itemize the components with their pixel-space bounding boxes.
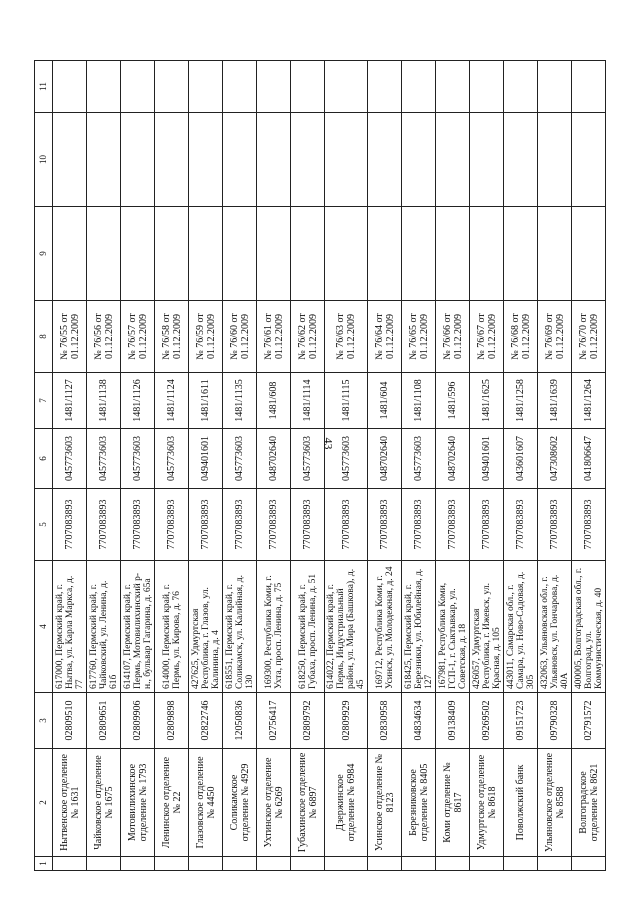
- empty-cell-col-9: [121, 207, 155, 301]
- row-number-cell: [436, 857, 470, 871]
- okpo-code: 02830958: [368, 693, 402, 749]
- empty-cell-col-10: [402, 113, 436, 207]
- registration-number: 1481/1127: [53, 373, 87, 429]
- document-reference: № 76/67 от 01.12.2009: [470, 301, 504, 373]
- bik-value: 048702640: [436, 429, 470, 489]
- document-reference: № 76/56 от 01.12.2009: [87, 301, 121, 373]
- column-number-4: 4: [35, 561, 53, 693]
- page-number: 43: [321, 437, 336, 450]
- branch-name: Ухтинское отделение № 6269: [257, 749, 291, 857]
- empty-cell-col-11: [538, 61, 572, 113]
- column-number-row: [35, 61, 53, 871]
- empty-cell-col-9: [436, 207, 470, 301]
- empty-cell-col-11: [470, 61, 504, 113]
- bik-value: 048702640: [368, 429, 402, 489]
- document-reference: № 76/70 от 01.12.2009: [572, 301, 606, 373]
- bik-value: 048702640: [257, 429, 291, 489]
- empty-cell-col-9: [53, 207, 87, 301]
- document-reference: № 76/58 от 01.12.2009: [155, 301, 189, 373]
- empty-cell-col-11: [504, 61, 538, 113]
- document-reference: № 76/63 от 01.12.2009: [325, 301, 368, 373]
- empty-cell-col-11: [436, 61, 470, 113]
- empty-cell-col-10: [504, 113, 538, 207]
- registration-number: 1481/596: [436, 373, 470, 429]
- empty-cell-col-11: [572, 61, 606, 113]
- bik-value: 049401601: [189, 429, 223, 489]
- inn-value: 7707083893: [572, 489, 606, 561]
- row-number-cell: [325, 857, 368, 871]
- okpo-code: 02809898: [155, 693, 189, 749]
- registration-number: 1481/1124: [155, 373, 189, 429]
- column-number-9: 9: [35, 207, 53, 301]
- bik-value: 045773603: [155, 429, 189, 489]
- table-row: [402, 61, 436, 871]
- empty-cell-col-9: [155, 207, 189, 301]
- empty-cell-col-11: [257, 61, 291, 113]
- empty-cell-col-10: [368, 113, 402, 207]
- branch-name: Мотовилихинское отделение № 1793: [121, 749, 155, 857]
- branch-name: Коми отделение № 8617: [436, 749, 470, 857]
- okpo-code: 09138409: [436, 693, 470, 749]
- column-number-6: 6: [35, 429, 53, 489]
- empty-cell-col-10: [87, 113, 121, 207]
- empty-cell-col-9: [572, 207, 606, 301]
- branch-address: 617000, Пермский край, г. Нытва, ул. Карла Маркса, д. 77: [53, 561, 87, 693]
- bik-value: 047308602: [538, 429, 572, 489]
- inn-value: 7707083893: [470, 489, 504, 561]
- branch-address: 426057, Удмуртская Республика, г. Ижевск, ул. Красная, д. 105: [470, 561, 504, 693]
- registration-number: 1481/1639: [538, 373, 572, 429]
- row-number-cell: [402, 857, 436, 871]
- empty-cell-col-11: [87, 61, 121, 113]
- okpo-code: 02809510: [53, 693, 87, 749]
- empty-cell-col-11: [402, 61, 436, 113]
- bik-value: 049401601: [470, 429, 504, 489]
- branch-address: 167981, Республика Коми, ГСП-1, г. Сыктывкар, ул. Советская, д. 18: [436, 561, 470, 693]
- inn-value: 7707083893: [257, 489, 291, 561]
- bik-value: 045773603: [291, 429, 325, 489]
- registration-number: 1481/1108: [402, 373, 436, 429]
- column-number-7: 7: [35, 373, 53, 429]
- okpo-code: 02756417: [257, 693, 291, 749]
- branch-name: Березниковское отделение № 8405: [402, 749, 436, 857]
- branch-address: 614022, Пермский край, г. Пермь, Индустриальный район, ул. Мира (Башкова), д. 45: [325, 561, 368, 693]
- inn-value: 7707083893: [121, 489, 155, 561]
- bik-value: 045773603: [223, 429, 257, 489]
- okpo-code: 02791572: [572, 693, 606, 749]
- table-row: [572, 61, 606, 871]
- empty-cell-col-11: [121, 61, 155, 113]
- branch-address: 618425, Пермский край, г. Березники, ул. Юбилейная, д. 127: [402, 561, 436, 693]
- branch-name: Соликамское отделение № 4929: [223, 749, 257, 857]
- empty-cell-col-9: [223, 207, 257, 301]
- empty-cell-col-10: [53, 113, 87, 207]
- bik-value: 045773603: [325, 429, 368, 489]
- empty-cell-col-10: [436, 113, 470, 207]
- inn-value: 7707083893: [53, 489, 87, 561]
- row-number-cell: [572, 857, 606, 871]
- inn-value: 7707083893: [402, 489, 436, 561]
- empty-cell-col-11: [53, 61, 87, 113]
- empty-cell-col-11: [325, 61, 368, 113]
- registration-number: 1481/1258: [504, 373, 538, 429]
- empty-cell-col-9: [189, 207, 223, 301]
- branch-address: 427625, Удмуртская Республика, г. Глазов, ул. Калинина, д. 4: [189, 561, 223, 693]
- inn-value: 7707083893: [223, 489, 257, 561]
- okpo-code: 09790328: [538, 693, 572, 749]
- empty-cell-col-10: [223, 113, 257, 207]
- empty-cell-col-10: [572, 113, 606, 207]
- row-number-cell: [291, 857, 325, 871]
- row-number-cell: [504, 857, 538, 871]
- registration-number: 1481/1135: [223, 373, 257, 429]
- document-reference: № 76/68 от 01.12.2009: [504, 301, 538, 373]
- bik-value: 045773603: [53, 429, 87, 489]
- okpo-code: 02809929: [325, 693, 368, 749]
- inn-value: 7707083893: [189, 489, 223, 561]
- registry-table: [34, 60, 606, 871]
- empty-cell-col-10: [257, 113, 291, 207]
- empty-cell-col-10: [470, 113, 504, 207]
- table-row: [470, 61, 504, 871]
- branch-address: 443011, Самарская обл., г. Самара, ул. Ново-Садовая, д. 305: [504, 561, 538, 693]
- empty-cell-col-10: [121, 113, 155, 207]
- inn-value: 7707083893: [155, 489, 189, 561]
- row-number-cell: [368, 857, 402, 871]
- document-reference: № 76/65 от 01.12.2009: [402, 301, 436, 373]
- document-reference: № 76/60 от 01.12.2009: [223, 301, 257, 373]
- row-number-cell: [538, 857, 572, 871]
- column-number-11: 11: [35, 61, 53, 113]
- row-number-cell: [257, 857, 291, 871]
- branch-name: Нытвенское отделение № 1631: [53, 749, 87, 857]
- okpo-code: 02809906: [121, 693, 155, 749]
- table-row: [368, 61, 402, 871]
- empty-cell-col-9: [325, 207, 368, 301]
- table-row: [257, 61, 291, 871]
- empty-cell-col-9: [291, 207, 325, 301]
- document-reference: № 76/66 от 01.12.2009: [436, 301, 470, 373]
- branch-address: 618551, Пермский край, г. Соликамск, ул. Калийная, д. 130: [223, 561, 257, 693]
- okpo-code: 02809651: [87, 693, 121, 749]
- empty-cell-col-10: [189, 113, 223, 207]
- empty-cell-col-9: [368, 207, 402, 301]
- registration-number: 1481/1114: [291, 373, 325, 429]
- okpo-code: 09269502: [470, 693, 504, 749]
- empty-cell-col-11: [189, 61, 223, 113]
- branch-address: 614107, Пермский край, г. Пермь, Мотовилихинский р-н., бульвар Гагарина, д. 65а: [121, 561, 155, 693]
- branch-address: 169712, Республика Коми, г. Усинск, ул. Молодежная, д. 24: [368, 561, 402, 693]
- column-number-1: 1: [35, 857, 53, 871]
- okpo-code: 12050836: [223, 693, 257, 749]
- okpo-code: 04834634: [402, 693, 436, 749]
- branch-name: Ульяновское отделение № 8588: [538, 749, 572, 857]
- registration-number: 1481/1264: [572, 373, 606, 429]
- empty-cell-col-10: [538, 113, 572, 207]
- column-number-2: 2: [35, 749, 53, 857]
- branch-address: 169300, Республика Коми, г. Ухта, просп. Ленина, д. 75: [257, 561, 291, 693]
- empty-cell-col-10: [155, 113, 189, 207]
- inn-value: 7707083893: [368, 489, 402, 561]
- table-row: [121, 61, 155, 871]
- inn-value: 7707083893: [436, 489, 470, 561]
- inn-value: 7707083893: [325, 489, 368, 561]
- branch-address: 617760, Пермский край, г. Чайковский, ул. Ленина, д. 61б: [87, 561, 121, 693]
- empty-cell-col-10: [291, 113, 325, 207]
- table-row: [189, 61, 223, 871]
- table-row: [436, 61, 470, 871]
- table-row: [504, 61, 538, 871]
- empty-cell-col-9: [257, 207, 291, 301]
- registration-number: 1481/1625: [470, 373, 504, 429]
- empty-cell-col-9: [402, 207, 436, 301]
- registry-table-wrapper: [34, 61, 602, 871]
- empty-cell-col-9: [87, 207, 121, 301]
- bik-value: 045773603: [402, 429, 436, 489]
- registration-number: 1481/1611: [189, 373, 223, 429]
- document-reference: № 76/57 от 01.12.2009: [121, 301, 155, 373]
- empty-cell-col-11: [368, 61, 402, 113]
- table-row: [155, 61, 189, 871]
- okpo-code: 09151723: [504, 693, 538, 749]
- empty-cell-col-11: [155, 61, 189, 113]
- column-number-3: 3: [35, 693, 53, 749]
- branch-name: Губахинское отделение № 6897: [291, 749, 325, 857]
- branch-address: 400005, Волгоградская обл., г. Волгоград, ул. Коммунистическая, д. 40: [572, 561, 606, 693]
- row-number-cell: [223, 857, 257, 871]
- table-row: [223, 61, 257, 871]
- inn-value: 7707083893: [538, 489, 572, 561]
- table-row: [53, 61, 87, 871]
- okpo-code: 02822746: [189, 693, 223, 749]
- branch-name: Волгоградское отделение № 8621: [572, 749, 606, 857]
- column-number-8: 8: [35, 301, 53, 373]
- document-reference: № 76/64 от 01.12.2009: [368, 301, 402, 373]
- document-reference: № 76/55 от 01.12.2009: [53, 301, 87, 373]
- registration-number: 1481/608: [257, 373, 291, 429]
- branch-name: Глазовское отделение № 4450: [189, 749, 223, 857]
- registration-number: 1481/1138: [87, 373, 121, 429]
- branch-name: Удмуртское отделение № 8618: [470, 749, 504, 857]
- table-row: [87, 61, 121, 871]
- inn-value: 7707083893: [504, 489, 538, 561]
- document-reference: № 76/69 от 01.12.2009: [538, 301, 572, 373]
- document-reference: № 76/62 от 01.12.2009: [291, 301, 325, 373]
- row-number-cell: [121, 857, 155, 871]
- table-row: [291, 61, 325, 871]
- table-row: [325, 61, 368, 871]
- registration-number: 1481/1115: [325, 373, 368, 429]
- column-number-5: 5: [35, 489, 53, 561]
- row-number-cell: [155, 857, 189, 871]
- branch-address: 614000, Пермский край, г. Пермь, ул. Кирова, д. 76: [155, 561, 189, 693]
- table-row: [538, 61, 572, 871]
- empty-cell-col-11: [223, 61, 257, 113]
- registration-number: 1481/604: [368, 373, 402, 429]
- bik-value: 043601607: [504, 429, 538, 489]
- branch-name: Ленинское отделение № 22: [155, 749, 189, 857]
- empty-cell-col-9: [470, 207, 504, 301]
- branch-address: 618250, Пермский край, г. Губаха, просп. Ленина, д. 51: [291, 561, 325, 693]
- document-reference: № 76/59 от 01.12.2009: [189, 301, 223, 373]
- document-reference: № 76/61 от 01.12.2009: [257, 301, 291, 373]
- registration-number: 1481/1126: [121, 373, 155, 429]
- row-number-cell: [87, 857, 121, 871]
- empty-cell-col-9: [538, 207, 572, 301]
- bik-value: 045773603: [121, 429, 155, 489]
- bik-value: 045773603: [87, 429, 121, 489]
- branch-name: Чайковское отделение № 1675: [87, 749, 121, 857]
- row-number-cell: [470, 857, 504, 871]
- column-number-10: 10: [35, 113, 53, 207]
- inn-value: 7707083893: [291, 489, 325, 561]
- branch-name: Дзержинское отделение № 6984: [325, 749, 368, 857]
- branch-name: Усинское отделение № 8123: [368, 749, 402, 857]
- row-number-cell: [53, 857, 87, 871]
- okpo-code: 02809792: [291, 693, 325, 749]
- branch-address: 432063, Ульяновская обл., г. Ульяновск, ул. Гончарова, д. 40А: [538, 561, 572, 693]
- table-body: [53, 61, 606, 871]
- row-number-cell: [189, 857, 223, 871]
- inn-value: 7707083893: [87, 489, 121, 561]
- branch-name: Поволжский банк: [504, 749, 538, 857]
- empty-cell-col-11: [291, 61, 325, 113]
- empty-cell-col-9: [504, 207, 538, 301]
- empty-cell-col-10: [325, 113, 368, 207]
- bik-value: 041806647: [572, 429, 606, 489]
